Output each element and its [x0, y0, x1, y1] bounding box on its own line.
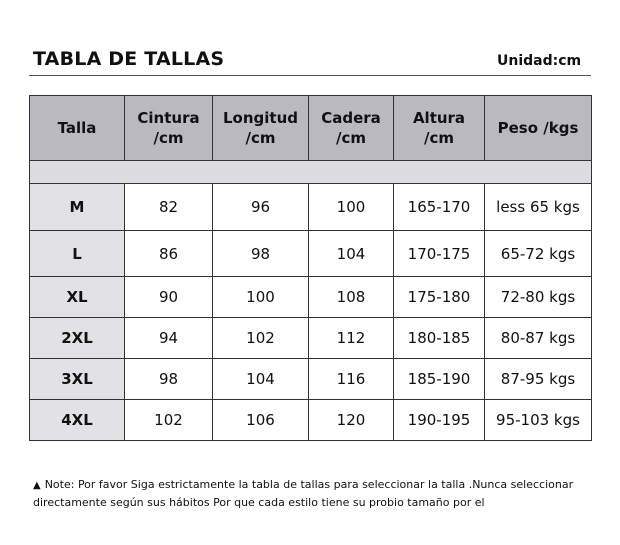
size-note [33, 476, 608, 511]
weight-cell: less 65 kgs [485, 184, 592, 231]
size-cell: 4XL [30, 400, 125, 441]
header-hip: Cadera /cm [309, 96, 394, 161]
waist-cell: 86 [125, 231, 213, 277]
hip-cell: 104 [309, 231, 394, 277]
unit-label: Unidad:cm [497, 53, 582, 69]
header-row [30, 96, 592, 161]
table-row [30, 400, 592, 441]
hip-cell: 112 [309, 318, 394, 359]
table-row [30, 359, 592, 400]
height-cell: 165-170 [394, 184, 485, 231]
header-size: Talla [30, 96, 125, 161]
note-text: Note: Por favor Siga estrictamente la tabla de tallas para seleccionar la talla .Nunca seleccionar directamente según sus hábitos Por que cada estilo tiene su probio tamaño por el [33, 478, 574, 509]
length-cell: 96 [213, 184, 309, 231]
warning-triangle-icon: ▲ [33, 480, 41, 491]
weight-cell: 95-103 kgs [485, 400, 592, 441]
waist-cell: 98 [125, 359, 213, 400]
height-cell: 185-190 [394, 359, 485, 400]
table-row [30, 318, 592, 359]
table-row [30, 184, 592, 231]
table-row [30, 277, 592, 318]
hip-cell: 108 [309, 277, 394, 318]
hip-cell: 120 [309, 400, 394, 441]
waist-cell: 94 [125, 318, 213, 359]
header-height: Altura /cm [394, 96, 485, 161]
weight-cell: 80-87 kgs [485, 318, 592, 359]
hip-cell: 116 [309, 359, 394, 400]
page-title: TABLA DE TALLAS [33, 48, 225, 70]
size-cell: XL [30, 277, 125, 318]
waist-cell: 90 [125, 277, 213, 318]
spacer-row [30, 161, 592, 184]
size-cell: 2XL [30, 318, 125, 359]
size-cell: L [30, 231, 125, 277]
weight-cell: 65-72 kgs [485, 231, 592, 277]
length-cell: 104 [213, 359, 309, 400]
length-cell: 106 [213, 400, 309, 441]
size-cell: 3XL [30, 359, 125, 400]
table-row [30, 231, 592, 277]
length-cell: 100 [213, 277, 309, 318]
weight-cell: 87-95 kgs [485, 359, 592, 400]
header-weight: Peso /kgs [485, 96, 592, 161]
hip-cell: 100 [309, 184, 394, 231]
header-waist: Cintura /cm [125, 96, 213, 161]
waist-cell: 82 [125, 184, 213, 231]
header-length: Longitud /cm [213, 96, 309, 161]
height-cell: 175-180 [394, 277, 485, 318]
height-cell: 190-195 [394, 400, 485, 441]
length-cell: 102 [213, 318, 309, 359]
size-cell: M [30, 184, 125, 231]
length-cell: 98 [213, 231, 309, 277]
waist-cell: 102 [125, 400, 213, 441]
height-cell: 170-175 [394, 231, 485, 277]
height-cell: 180-185 [394, 318, 485, 359]
title-divider [29, 75, 591, 76]
weight-cell: 72-80 kgs [485, 277, 592, 318]
size-chart-table [29, 95, 592, 441]
